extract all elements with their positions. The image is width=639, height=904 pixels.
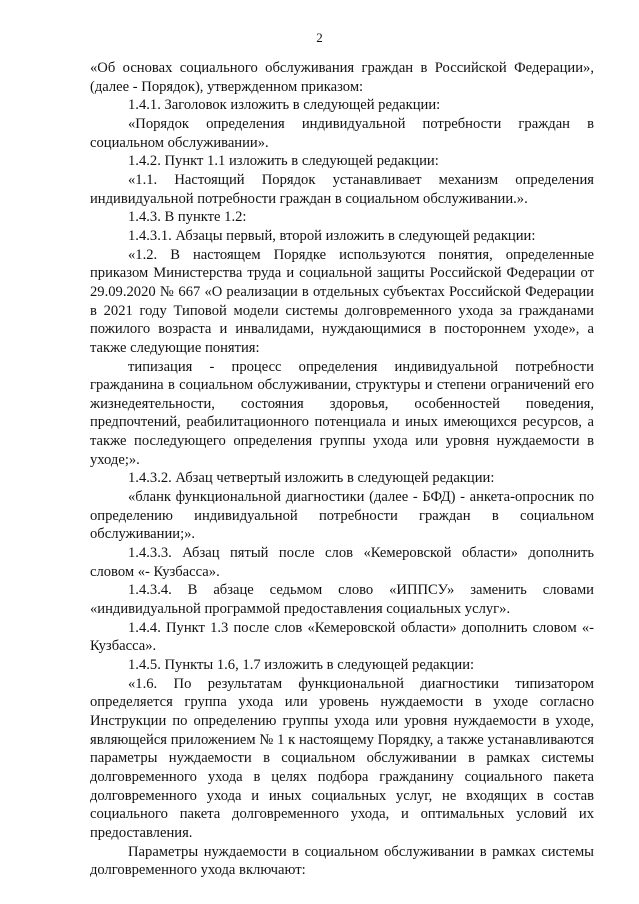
paragraph: 1.4.3.2. Абзац четвертый изложить в следующей редакции: — [128, 470, 495, 487]
paragraph: «1.1. Настоящий Порядок устанавливает механизм определения индивидуальной потребности граждан в социальном обслуживании.». — [90, 171, 594, 207]
paragraph: «Об основах социального обслуживания граждан в Российской Федерации», (далее - Порядок), утвержденном приказом: — [90, 60, 594, 95]
paragraph: «1.2. В настоящем Порядке используются понятия, определенные приказом Министерства труда и социальной защиты Российской Федерации от 29.09.2020 № 667 «О реализации в отдельных субъектах Российской Федерации в 2021 году Типовой модели системы долговременного ухода за гражданами пожилого возраста и инвалидами, нуждающимися в постороннем уходе», а также следующие понятия: — [90, 246, 594, 356]
document-body — [90, 59, 594, 880]
paragraph: 1.4.4. Пункт 1.3 после слов «Кемеровской области» дополнить словом «- Кузбасса». — [90, 619, 594, 655]
paragraph: 1.4.3.1. Абзацы первый, второй изложить в следующей редакции: — [128, 227, 536, 244]
page-number: 2 — [316, 30, 323, 45]
paragraph: 1.4.2. Пункт 1.1 изложить в следующей редакции: — [128, 153, 439, 170]
paragraph: «бланк функциональной диагностики (далее - БФД) - анкета-опросник по определению индивидуальной потребности граждан в социальном обслуживании;». — [90, 489, 594, 543]
paragraph: Параметры нуждаемости в социальном обслуживании в рамках системы долговременного ухода включают: — [90, 843, 594, 879]
paragraph: 1.4.3.4. В абзаце седьмом слово «ИППСУ» заменить словами «индивидуальной программой предоставления социальных услуг». — [90, 582, 594, 618]
paragraph: типизация - процесс определения индивидуальной потребности гражданина в социальном обслуживании, структуры и степени ограничений его жизнедеятельности, состояния здоровья, особенностей поведения, предпочтений, реабилитационного потенциала и иных имеющихся ресурсов, а также последующего определения группы ухода или уровня нуждаемости в уходе;». — [90, 358, 594, 468]
paragraph: 1.4.1. Заголовок изложить в следующей редакции: — [128, 97, 441, 114]
paragraph: 1.4.3.3. Абзац пятый после слов «Кемеровской области» дополнить словом «- Кузбасса». — [90, 545, 594, 580]
paragraph: «Порядок определения индивидуальной потребности граждан в социальном обслуживании». — [90, 115, 594, 151]
paragraph: 1.4.5. Пункты 1.6, 1.7 изложить в следующей редакции: — [128, 657, 475, 673]
paragraph: 1.4.3. В пункте 1.2: — [128, 209, 247, 226]
paragraph: «1.6. По результатам функциональной диагностики типизатором определяется группа ухода или уровень нуждаемости в уходе согласно Инструкции по определению группы ухода или уровня нуждаемости в уходе, являющейся приложением № 1 к настоящему Порядку, а также устанавливаются параметры нуждаемости в социальном обслуживании в рамках системы долговременного ухода в целях подбора гражданину социального пакета долговременного ухода и иных социальных услуг, не входящих в состав социального пакета долговременного ухода, и оптимальных условий их предоставления. — [90, 675, 594, 841]
